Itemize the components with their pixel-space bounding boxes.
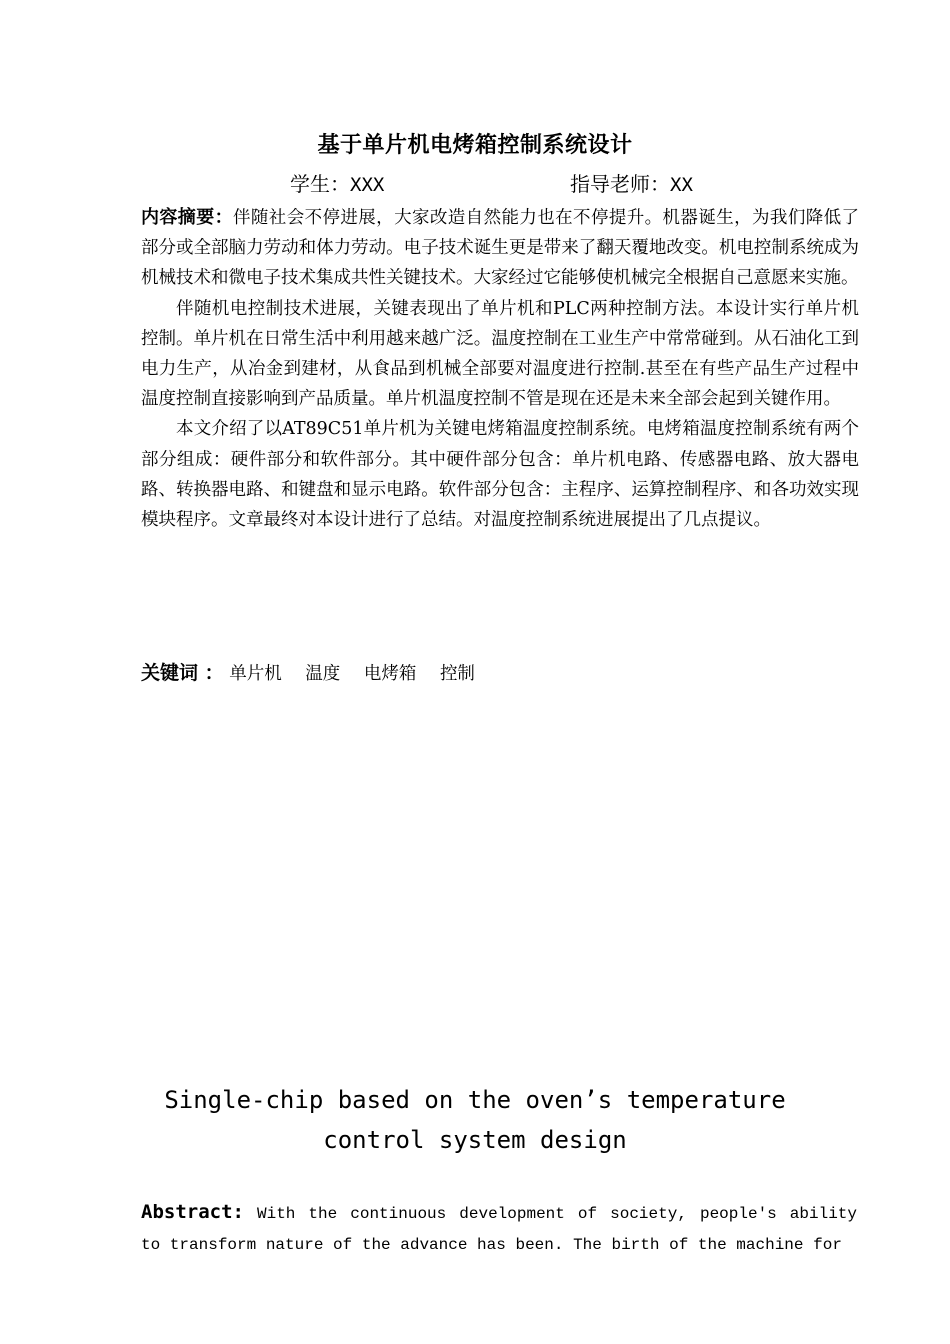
abstract-en-label: Abstract: (141, 1201, 244, 1223)
english-title-line-2: control system design (323, 1126, 627, 1154)
keyword-item: 电烤箱 (363, 664, 417, 684)
keyword-item: 控制 (439, 664, 475, 684)
teacher-line (570, 168, 693, 197)
page-title: 基于单片机电烤箱控制系统设计 (317, 133, 633, 158)
abstract-cn-paragraph-3: 本文介绍了以AT89C51单片机为关键电烤箱温度控制系统。电烤箱温度控制系统有两个部分组成：硬件部分和软件部分。其中硬件部分包含：单片机电路、传感器电路、放大器电路、转换器电路、和键盘和显示电路。软件部分包含：主程序、运算控制程序、和各功效实现模块程序。文章最终对本设计进行了总结。对温度控制系统进展提出了几点提议。 (141, 419, 859, 531)
english-title (0, 1080, 950, 1160)
teacher-label: 指导老师： (570, 172, 670, 196)
student-label: 学生： (290, 172, 350, 196)
abstract-cn-label: 内容摘要： (141, 207, 233, 228)
keyword-item: 温度 (305, 664, 341, 684)
keyword-item: 单片机 (229, 664, 282, 684)
abstract-cn-paragraph-1 (141, 203, 859, 294)
abstract-cn-paragraph-2: 伴随机电控制技术进展，关键表现出了单片机和PLC两种控制方法。本设计实行单片机控制。单片机在日常生活中利用越来越广泛。温度控制在工业生产中常常碰到。从石油化工到电力生产，从冶金到建材，从食品到机械全部要对温度进行控制.甚至在有些产品生产过程中温度控制直接影响到产品质量。单片机温度控制不管是现在还是未来全部会起到关键作用。 (141, 298, 859, 410)
student-line (290, 168, 384, 197)
abstract-cn-text-1: 伴随社会不停进展，大家改造自然能力也在不停提升。机器诞生，为我们降低了部分或全部脑力劳动和体力劳动。电子技术诞生更是带来了翻天覆地改变。机电控制系统成为机械技术和微电子技术集成共性关键技术。大家经过它能够使机械完全根据自己意愿来实施。 (141, 208, 860, 289)
abstract-en (141, 1197, 857, 1261)
student-name: XXX (350, 174, 385, 196)
abstract-cn (141, 203, 859, 535)
keywords-label: 关键词 ： (141, 662, 224, 684)
keywords (141, 658, 493, 685)
abstract-en-text: With the continuous development of society, people's ability to transform nature of the advance has been. The birth of the machine for (141, 1205, 858, 1254)
teacher-name: XX (670, 174, 693, 196)
english-title-line-1: Single-chip based on the oven’s temperature (164, 1086, 786, 1114)
